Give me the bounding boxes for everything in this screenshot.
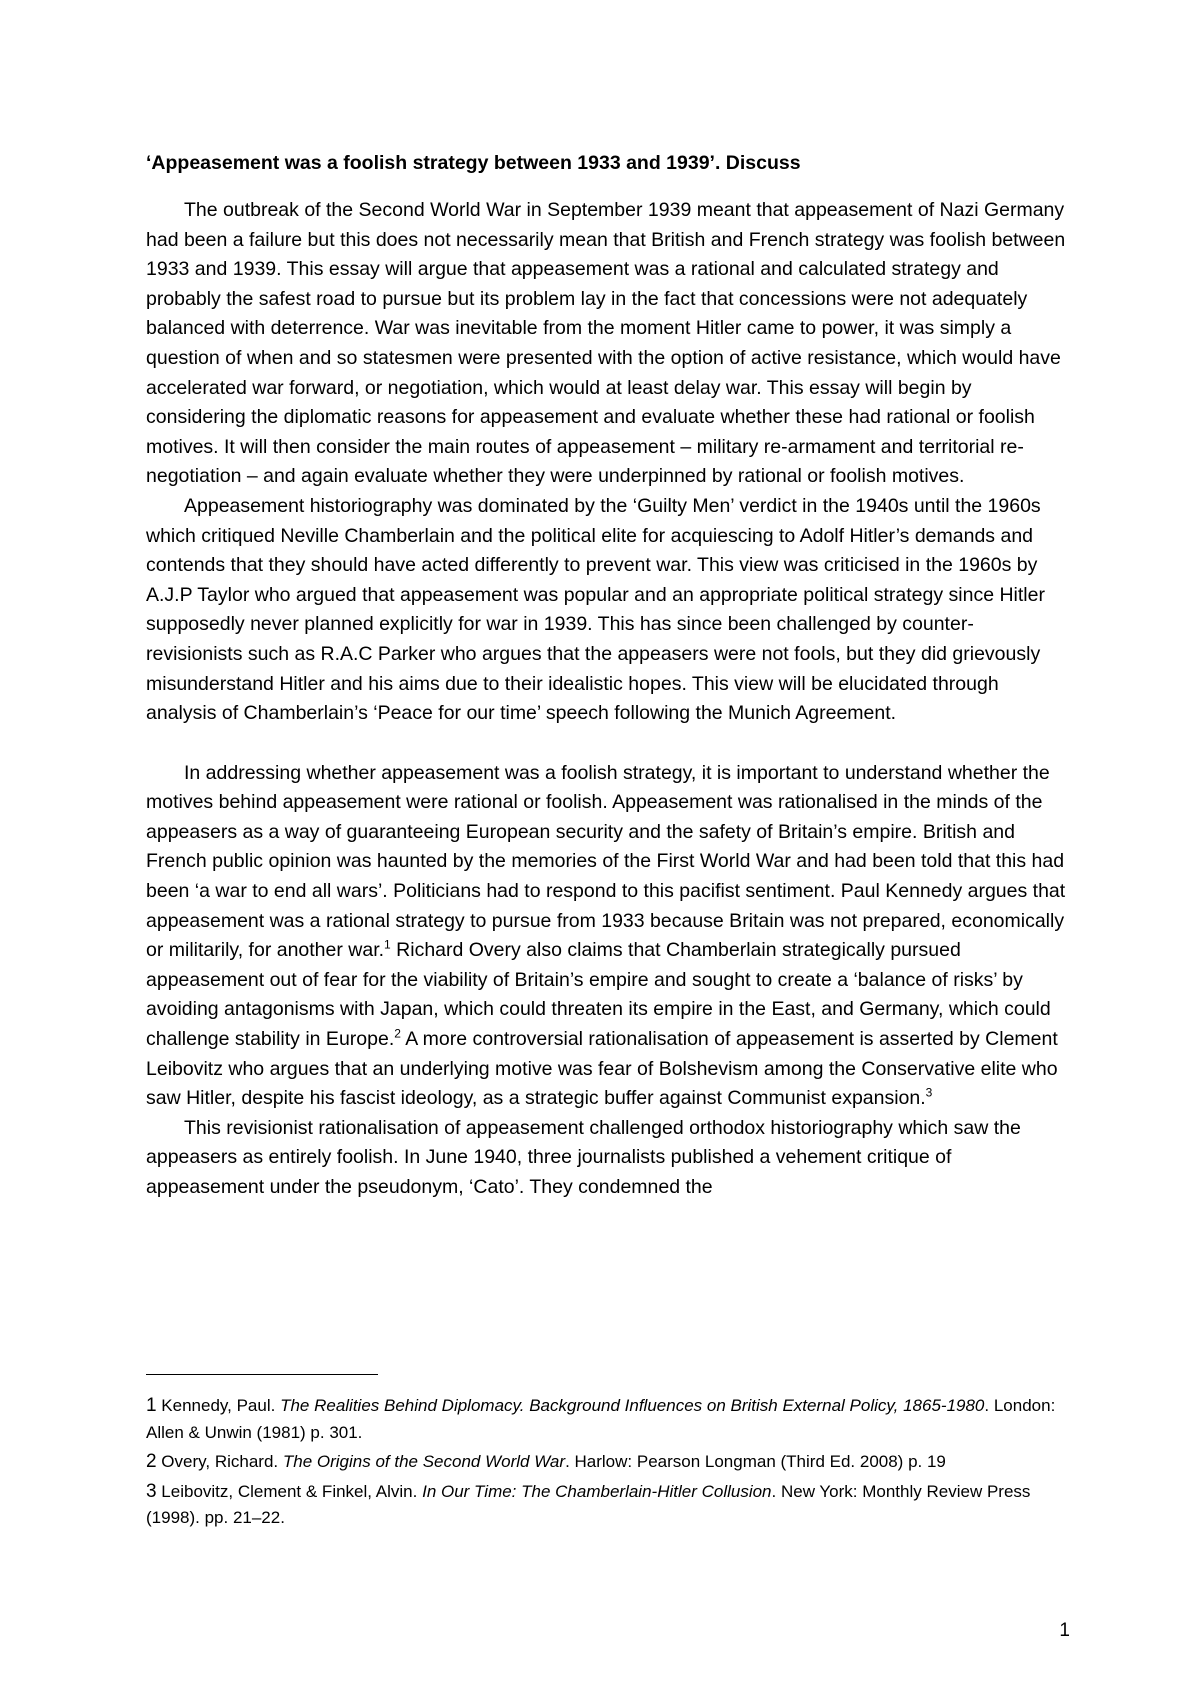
footnote-title: The Origins of the Second World War — [282, 1452, 566, 1472]
motives-text-2: Richard Overy also claims that Chamberlain strategically pursued appeasement out of fear for the viability of Britain’s empire and sought to create a ‘balance of risks’ by avoiding antagonisms with Japan, which could threaten its empire in the East, and Germany, which could challenge stability in Europe. — [146, 939, 1051, 1051]
motives-text-1: In addressing whether appeasement was a foolish strategy, it is important to understand whether the motives behind appeasement were rational or foolish. Appeasement was rationalised in the minds of the appeasers as a way of guaranteeing European security and the safety of Britain’s empire. British and French public opinion was haunted by the memories of the First World War and had been told that this had been ‘a war to end all wars’. Politicians had to respond to this pacifist sentiment. Paul Kennedy argues that appeasement was a rational strategy to pursue from 1933 because Britain was not prepared, economically or militarily, for another war. — [146, 761, 1066, 962]
footnote-text: Overy, Richard. — [156, 1452, 283, 1472]
footnotes-section — [146, 1374, 1066, 1535]
footnote-text: . London: Allen & Unwin (1981) p. 301. — [146, 1396, 1056, 1442]
footnote-ref-1[interactable]: 1 — [384, 937, 391, 952]
motives-text-3: A more controversial rationalisation of appeasement is asserted by Clement Leibovitz who argues that an underlying motive was fear of Bolshevism among the Conservative elite who saw Hitler, despite his fascist ideology, as a strategic buffer against Communist expansion. — [146, 1028, 1058, 1110]
paragraph-intro: The outbreak of the Second World War in September 1939 meant that appeasement of Nazi Germany had been a failure but this does not necessarily mean that British and French strategy was foolish between 1933 and 1939. This essay will argue that appeasement was a rational and calculated strategy and probably the safest road to pursue but its problem lay in the fact that concessions were not adequately balanced with deterrence. War was inevitable from the moment Hitler came to power, it was simply a question of when and so statesmen were presented with the option of active resistance, which would have accelerated war forward, or negotiation, which would at least delay war. This essay will begin by considering the diplomatic reasons for appeasement and evaluate whether these had rational or foolish motives. It will then consider the main routes of appeasement – military re-armament and territorial re-negotiation – and again evaluate whether they were underpinned by rational or foolish motives. — [146, 199, 1066, 488]
paragraph-motives — [146, 759, 1066, 1114]
footnote-title: In Our Time: The Chamberlain-Hitler Collusion — [422, 1481, 772, 1501]
paragraph-revisionist: This revisionist rationalisation of appeasement challenged orthodox historiography which saw the appeasers as entirely foolish. In June 1940, three journalists published a vehement critique of appeasement under the pseudonym, ‘Cato’. They condemned the — [146, 1116, 1021, 1198]
paragraph-gap — [146, 729, 1066, 759]
footnote-3 — [146, 1479, 1066, 1532]
essay-title: ‘Appeasement was a foolish strategy between 1933 and 1939’. Discuss — [146, 152, 801, 174]
footnote-1 — [146, 1393, 1066, 1446]
page-number: 1 — [1059, 1620, 1070, 1641]
paragraph-historiography: Appeasement historiography was dominated by the ‘Guilty Men’ verdict in the 1940s until the 1960s which critiqued Neville Chamberlain and the political elite for acquiescing to Adolf Hitler’s demands and contends that they should have acted differently to prevent war. This view was criticised in the 1960s by A.J.P Taylor who argued that appeasement was popular and an appropriate political strategy since Hitler supposedly never planned explicitly for war in 1939. This has since been challenged by counter-revisionists such as R.A.C Parker who argues that the appeasers were not fools, but they did grievously misunderstand Hitler and his aims due to their idealistic hopes. This view will be elucidated through analysis of Chamberlain’s ‘Peace for our time’ speech following the Munich Agreement. — [146, 494, 1045, 725]
footnote-separator — [146, 1374, 378, 1375]
footnote-number: 2 — [146, 1451, 157, 1473]
footnote-text: Leibovitz, Clement & Finkel, Alvin. — [156, 1481, 423, 1501]
footnote-text: . Harlow: Pearson Longman (Third Ed. 2008) p. 19 — [565, 1452, 946, 1472]
essay-body — [146, 148, 1066, 1203]
footnote-text: . New York: Monthly Review Press (1998). pp. 21–22. — [146, 1481, 1031, 1528]
footnote-ref-3[interactable]: 3 — [925, 1085, 933, 1100]
footnote-number: 1 — [146, 1395, 157, 1416]
footnote-text: Kennedy, Paul. — [156, 1396, 281, 1415]
footnote-number: 3 — [146, 1480, 157, 1502]
footnote-title: The Realities Behind Diplomacy. Background Influences on British External Policy, 1865-1980 — [280, 1396, 985, 1415]
footnote-ref-2[interactable]: 2 — [394, 1026, 401, 1041]
footnote-2 — [146, 1449, 1066, 1476]
